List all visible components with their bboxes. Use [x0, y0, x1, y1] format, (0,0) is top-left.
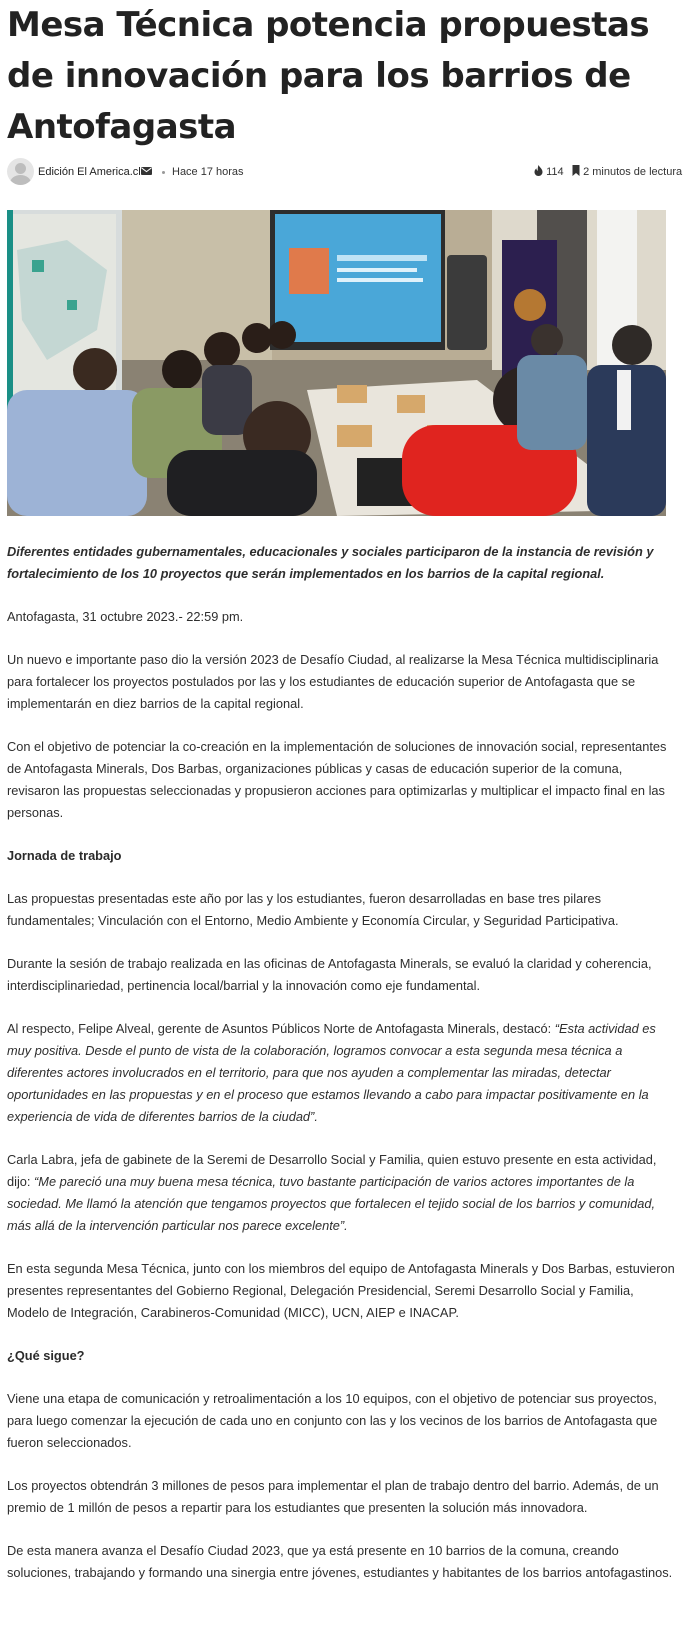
publish-time: Hace 17 horas — [172, 166, 244, 178]
fire-icon — [534, 165, 543, 176]
avatar-body-shape — [10, 175, 31, 185]
article-photo — [7, 210, 666, 516]
envelope-icon[interactable] — [141, 167, 152, 175]
paragraph-9: Los proyectos obtendrán 3 millones de pesos para implementar el plan de trabajo dentro del barrio. Además, de un premio de 1 millón de pesos a repartir para los estudiantes que presenten la solución más innovadora. — [7, 1478, 659, 1515]
paragraph-5-intro: Al respecto, Felipe Alveal, gerente de Asuntos Públicos Norte de Antofagasta Minerals, destacó: — [7, 1021, 555, 1036]
avatar-head-shape — [15, 163, 26, 174]
paragraph-10: De esta manera avanza el Desafío Ciudad 2023, que ya está presente en 10 barrios de la comuna, creando soluciones, trabajando y formando una sinergia entre jóvenes, estudiantes y habitantes de los barrios antofagastinos. — [7, 1543, 673, 1580]
subheading-jornada: Jornada de trabajo — [7, 848, 122, 863]
paragraph-2: Con el objetivo de potenciar la co-creación en la implementación de soluciones de innovación social, representantes de Antofagasta Minerals, Dos Barbas, organizaciones públicas y casas de educación superior de la comuna, revisaron las propuestas seleccionadas y propusieron acciones para optimizarlas y multiplicar el impacto final en las personas. — [7, 739, 667, 820]
article-dateline: Antofagasta, 31 octubre 2023.- 22:59 pm. — [7, 609, 244, 624]
author-name[interactable]: Edición El America.cl — [38, 166, 141, 178]
paragraph-5-quote: “Esta actividad es muy positiva. Desde el punto de vista de la colaboración, logramos convocar a esta segunda mesa técnica a diferentes actores involucrados en el territorio, para que nos ayuden a complementar las miradas, detectar oportunidades en las propuestas y en el proceso que estamos llevando a cabo para impactar positivamente en la experiencia de vida de diferentes barrios de la ciudad”. — [7, 1021, 656, 1124]
paragraph-4: Durante la sesión de trabajo realizada en las oficinas de Antofagasta Minerals, se evaluó la claridad y coherencia, interdisciplinariedad, pertinencia local/barrial y la innovación como eje fundamental. — [7, 956, 652, 993]
paragraph-7: En esta segunda Mesa Técnica, junto con los miembros del equipo de Antofagasta Minerals y Dos Barbas, estuvieron presentes representantes del Gobierno Regional, Delegación Presidencial, Seremi Desarrollo Social y Familia, Modelo de Integración, Carabineros-Comunidad (MICC), UCN, AIEP e INACAP. — [7, 1261, 675, 1320]
paragraph-8: Viene una etapa de comunicación y retroalimentación a los 10 equipos, con el objetivo de potenciar sus proyectos, para luego comenzar la ejecución de cada uno en conjunto con las y los vecinos de los barrios de Antofagasta que fueron seleccionados. — [7, 1391, 658, 1450]
paragraph-5 — [7, 1018, 677, 1128]
paragraph-6-intro: Carla Labra, jefa de gabinete de la Seremi de Desarrollo Social y Familia, quien estuvo presente en esta actividad, dijo: — [7, 1152, 657, 1189]
article-lead: Diferentes entidades gubernamentales, educacionales y sociales participaron de la instancia de revisión y fortalecimiento de los 10 proyectos que serán implementados en los barrios de la capital regional. — [7, 544, 654, 581]
article-meta — [7, 158, 692, 186]
subheading-que-sigue: ¿Qué sigue? — [7, 1348, 85, 1363]
paragraph-3: Las propuestas presentadas este año por las y los estudiantes, fueron desarrolladas en base tres pilares fundamentales; Vinculación con el Entorno, Medio Ambiente y Economía Circular, y Seguridad Participativa. — [7, 891, 619, 928]
bookmark-icon — [572, 165, 580, 176]
read-time-value: 2 minutos de lectura — [583, 166, 683, 178]
views-count — [534, 165, 564, 178]
article-body — [7, 541, 677, 1605]
author-avatar[interactable] — [7, 158, 34, 185]
article-title: Mesa Técnica potencia propuestas de innovación para los barrios de Antofagasta — [7, 5, 650, 147]
meta-separator-dot — [162, 171, 165, 174]
paragraph-6-quote: “Me pareció una muy buena mesa técnica, tuvo bastante participación de varios actores importantes de la sociedad. Me llamó la atención que tengamos proyectos que fortalecen el tejido social de los barrios y comunidad, más allá de la intervención particular nos parece excelente”. — [7, 1174, 656, 1233]
paragraph-6 — [7, 1149, 677, 1237]
read-time — [572, 165, 682, 178]
views-value: 114 — [546, 166, 564, 178]
paragraph-1: Un nuevo e importante paso dio la versión 2023 de Desafío Ciudad, al realizarse la Mesa Técnica multidisciplinaria para fortalecer los proyectos postulados por las y los estudiantes de educación superior de Antofagasta que se implementarán en diez barrios de la capital regional. — [7, 652, 659, 711]
meeting-photo-illustration — [7, 210, 666, 516]
